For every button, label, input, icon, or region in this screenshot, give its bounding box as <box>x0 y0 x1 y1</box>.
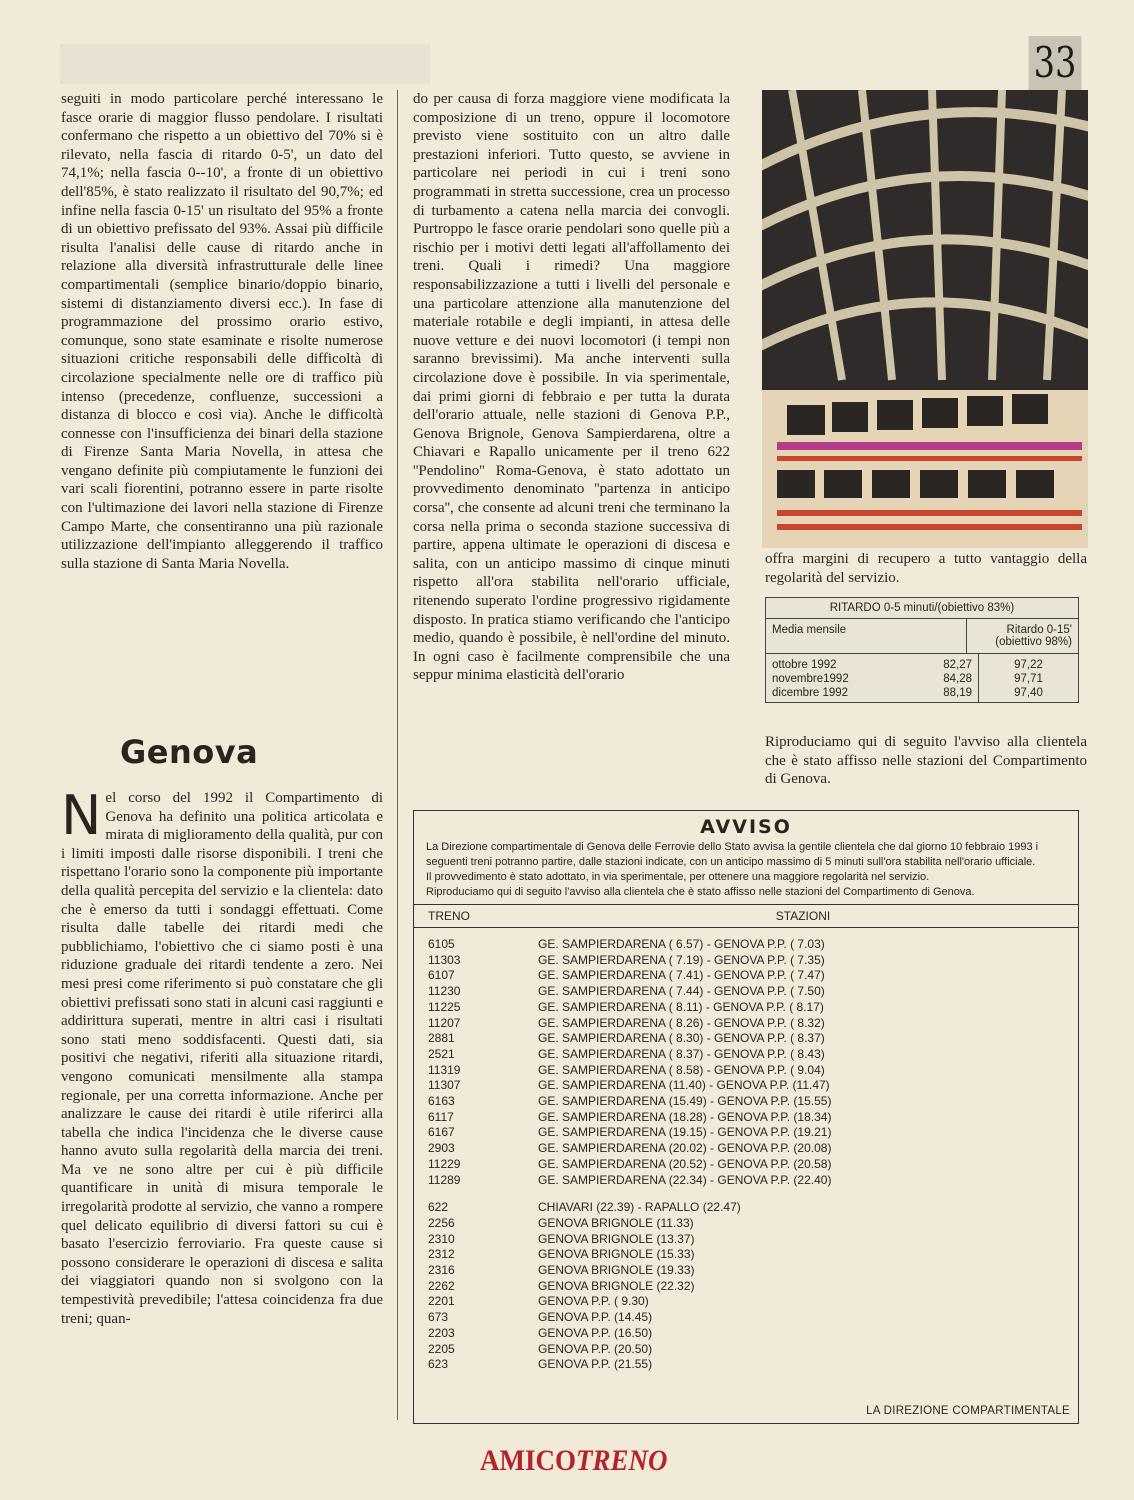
table-row <box>414 1157 1078 1173</box>
page-number: 33 <box>1029 36 1082 90</box>
stations: GE. SAMPIERDARENA (19.15) - GENOVA P.P. (19.21) <box>538 1125 832 1140</box>
table-row <box>414 1263 1078 1279</box>
train-number: 6117 <box>428 1109 454 1124</box>
train-number: 11225 <box>428 999 461 1014</box>
logo-part: AMICO <box>480 1444 576 1477</box>
train-number: 11303 <box>428 952 461 967</box>
table-row <box>414 1031 1078 1047</box>
table-row <box>414 1326 1078 1342</box>
station-roof-illustration <box>762 90 1088 548</box>
stations: GENOVA BRIGNOLE (19.33) <box>538 1263 695 1278</box>
avviso-paragraph: La Direzione compartimentale di Genova delle Ferrovie dello Stato avvisa la gentile clientela che dal giorno 10 febbraio 1993 i seguenti treni potranno partire, dalle stazioni indicate, con un anticipo massimo di 5 minuti sull'ora stabilita nell'orario ufficiale. <box>426 841 1039 868</box>
paragraph: seguiti in modo particolare perché interessano le fasce orarie di maggior flusso pendolare. I risultati confermano che rispetto a un obiettivo del 70% si è rilevato, nella fascia di ritardo 0-5', un dato del 74,1%; nella fascia 0--10', a fronte di un obiettivo dell'85%, è stato realizzato il risultato del 90,7%; ed infine nella fascia 0-15' un risultato del 95% a fronte di un obiettivo prefissato del 93%. Assai più difficile risulta l'analisi delle cause di ritardo anche in relazione alla diversità infrastrutturale delle linee compartimentali (semplice binario/doppio binario, sistemi di distanziamento diversi ecc.). In fase di programmazione del prossimo orario estivo, comunque, sono state esaminate e risolte numerose situazioni critiche responsabili delle difficoltà di circolazione specialmente nelle ore di traffico più intenso (precedenze, confluenze, successioni a distanza di blocco e così via). Anche le difficoltà connesse con l'insufficienza dei binari della stazione di Firenze Santa Maria Novella, in attesa che vengano definite più compiutamente le funzioni dei vari scali fiorentini, potranno essere in parte risolte con l'ultimazione dei lavori nella stazione di Firenze Campo Marte, che consentiranno una più razionale utilizzazione dell'impianto alleggerendo il traffico sulla stazione di Santa Maria Novella. <box>61 91 383 572</box>
column-3-text-2: Riproduciamo qui di seguito l'avviso alla clientela che è stato affisso nelle stazioni del Compartimento di Genova. <box>765 734 1087 788</box>
value: 88,19 <box>943 687 972 699</box>
avviso-group-1 <box>414 937 1078 1188</box>
avviso-group-2 <box>414 1200 1078 1373</box>
train-number: 11207 <box>428 1015 461 1030</box>
stations: GE. SAMPIERDARENA (20.52) - GENOVA P.P. (20.58) <box>538 1156 832 1171</box>
table-row <box>414 1000 1078 1016</box>
column-divider <box>397 90 398 1420</box>
drop-cap: N <box>61 784 102 847</box>
stations: GE. SAMPIERDARENA (22.34) - GENOVA P.P. (22.40) <box>538 1172 832 1187</box>
value: 97,22 <box>1014 659 1043 671</box>
table-row <box>414 1016 1078 1032</box>
table-row <box>414 1063 1078 1079</box>
stations: GENOVA P.P. (14.45) <box>538 1310 653 1325</box>
train-number: 2205 <box>428 1341 455 1356</box>
avviso-table-header <box>414 905 1078 928</box>
logo-part: TRENO <box>575 1444 668 1477</box>
train-number: 2903 <box>428 1141 455 1156</box>
table-row <box>772 658 972 672</box>
value: 97,71 <box>1014 673 1043 685</box>
signature: LA DIREZIONE COMPARTIMENTALE <box>866 1405 1070 1417</box>
train-number: 11289 <box>428 1172 461 1187</box>
train-number: 6105 <box>428 937 455 951</box>
table-row <box>772 672 972 686</box>
table-row <box>414 968 1078 984</box>
table-row <box>414 984 1078 1000</box>
stations: GENOVA BRIGNOLE (15.33) <box>538 1247 695 1262</box>
column-2 <box>413 90 730 685</box>
header-right: Ritardo 0-15' (obiettivo 98%) <box>995 624 1072 648</box>
table-row <box>414 1200 1078 1216</box>
column-3-text: offra margini di recupero a tutto vantaggio della regolarità del servizio. <box>765 551 1087 586</box>
stations: GENOVA P.P. (20.50) <box>538 1341 653 1356</box>
table-row <box>414 1110 1078 1126</box>
train-number: 11307 <box>428 1078 461 1093</box>
col-stazioni: STAZIONI <box>775 909 831 923</box>
table-row <box>414 953 1078 969</box>
stations: GE. SAMPIERDARENA ( 8.58) - GENOVA P.P. ( 9.04) <box>538 1062 825 1077</box>
paragraph: do per causa di forza maggiore viene modificata la composizione di un treno, oppure il locomotore previsto viene sostituito con un altro dalle prestazioni inferiori. Tutto questo, se avviene in particolare nei periodi in cui i treni sono programmati in stretta successione, crea un processo di turbamento a catena nella marcia dei convogli. Purtroppo le fasce orarie pendolari sono quelle più a rischio per i motivi detti legati all'affollamento dei treni. Quali i rimedi? Una maggiore responsabilizzazione a tutti i livelli del personale e una particolare attenzione alla manutenzione del materiale rotabile e degli impianti, in attesa delle nuove vetture e dei nuovi locomotori (i tempi non saranno brevissimi). Ma anche interventi sulla circolazione dove è possibile. In via sperimentale, dai primi giorni di febbraio e per tutta la durata dell'orario attuale, nelle stazioni di Genova P.P., Genova Brignole, Genova Sampierdarena, oltre a Chiavari e Rapallo unicamente per il treno 622 ''Pendolino'' Roma-Genova, è stato adottato un provvedimento denominato ''partenza in anticipo corsa'', che consente ad alcuni treni che terminano la corsa nella prima o seconda stazione successiva di partire, appena ultimate le operazioni di discesa e salita, con un anticipo massimo di cinque minuti rispetto all'ora stabilita nell'orario ufficiale, ritenendo superato l'ordine progressivo rigidamente disposto. In pratica stiamo verificando che l'anticipo medio, quando è possibile, è nell'ordine del minuto. In ogni caso è facilmente comprensibile che una seppur minima elasticità dell'orario <box>413 91 730 684</box>
train-number: 2256 <box>428 1215 455 1230</box>
table-row <box>414 1279 1078 1295</box>
train-number: 6163 <box>428 1094 455 1109</box>
delay-table-header <box>766 619 1078 654</box>
train-number: 2201 <box>428 1294 455 1309</box>
header-band <box>60 44 430 84</box>
train-number: 6107 <box>428 968 455 983</box>
avviso-title: AVVISO <box>700 816 792 838</box>
table-row <box>414 1342 1078 1358</box>
train-number: 11230 <box>428 984 461 999</box>
value: 82,27 <box>943 659 972 671</box>
stations: GENOVA P.P. (16.50) <box>538 1325 653 1340</box>
table-row <box>772 686 972 700</box>
stations: GE. SAMPIERDARENA ( 8.30) - GENOVA P.P. ( 8.37) <box>538 1031 825 1046</box>
stations: GE. SAMPIERDARENA ( 8.37) - GENOVA P.P. ( 8.43) <box>538 1046 825 1061</box>
avviso-paragraph: Il provvedimento è stato adottato, in via sperimentale, per ottenere una maggiore regolarità nel servizio. <box>426 871 930 883</box>
month: dicembre 1992 <box>772 687 849 699</box>
train-number: 2312 <box>428 1247 455 1262</box>
col-treno: TRENO <box>428 909 470 923</box>
train-number: 2262 <box>428 1278 455 1293</box>
table-row <box>414 1247 1078 1263</box>
stations: GE. SAMPIERDARENA ( 7.44) - GENOVA P.P. ( 7.50) <box>538 984 825 999</box>
stations: GE. SAMPIERDARENA (18.28) - GENOVA P.P. (18.34) <box>538 1109 832 1124</box>
stations: GE. SAMPIERDARENA ( 6.57) - GENOVA P.P. ( 7.03) <box>538 937 825 951</box>
magazine-logo <box>480 1444 668 1478</box>
avviso-intro <box>426 840 1066 900</box>
delay-table-body <box>766 654 1078 702</box>
value: 84,28 <box>943 673 972 685</box>
month: ottobre 1992 <box>772 659 837 671</box>
stations: GE. SAMPIERDARENA ( 8.26) - GENOVA P.P. ( 8.32) <box>538 1015 825 1030</box>
stations: CHIAVARI (22.39) - RAPALLO (22.47) <box>538 1200 741 1215</box>
train-number: 622 <box>428 1200 449 1215</box>
train-number: 623 <box>428 1357 449 1372</box>
section-title: Genova <box>120 733 259 771</box>
value: 97,40 <box>1014 687 1043 699</box>
stations: GENOVA BRIGNOLE (11.33) <box>538 1215 694 1230</box>
table-row <box>414 1232 1078 1248</box>
table-row <box>414 1078 1078 1094</box>
table-row <box>414 1294 1078 1310</box>
table-row <box>414 1141 1078 1157</box>
train-number: 2521 <box>428 1046 455 1061</box>
table-row <box>414 937 1078 953</box>
stations: GE. SAMPIERDARENA (15.49) - GENOVA P.P. (15.55) <box>538 1094 832 1109</box>
header-left: Media mensile <box>766 619 967 653</box>
table-row <box>414 1310 1078 1326</box>
stations: GENOVA P.P. ( 9.30) <box>538 1294 649 1309</box>
table-row <box>414 1094 1078 1110</box>
train-number: 2203 <box>428 1325 455 1340</box>
delay-table <box>765 597 1079 703</box>
paragraph: el corso del 1992 il Compartimento di Genova ha definito una politica articolata e mirata di miglioramento della qualità, pur con i limiti imposti dalle risorse disponibili. I treni che rispettano l'orario sono la componente più importante della qualità percepita del servizio e la clientela: dato che è emerso da tutti i sondaggi effettuati. Come risulta dalle tabelle dei ritardi medi che pubblichiamo, l'obiettivo che ci siamo posti è una riduzione graduale dei ritardi tendente a zero. Nei mesi presi come riferimento si può constatare che gli obiettivi prefissati sono stati in alcuni casi raggiunti e addirittura superati, mentre in altri casi i risultati sono stati meno soddisfacenti. Questi dati, sia positivi che negativi, riferiti alla situazione ritardi, vengono comunicati mensilmente alla stampa regionale, per una corretta informazione. Anche per analizzare le cause dei ritardi è utile riferirci alla tabella che indica l'incidenza che le diverse cause hanno avuto sulla regolarità della marcia dei treni. Ma ve ne sono altre per cui è più difficile quantificare in unità di misura temporale le irregolarità prodotte al servizio, che vanno a rompere quel delicato equilibrio di diversi fattori su cui è basato l'esercizio ferroviario. Fra queste cause si possono considerare le operazioni di discesa e salita dei viaggiatori quando non si svolgono con la tempestività prevedibile; l'attesa coincidenza fra due treni; quan- <box>61 790 383 1327</box>
stations: GENOVA BRIGNOLE (22.32) <box>538 1278 695 1293</box>
delay-table-title: RITARDO 0-5 minuti/(obiettivo 83%) <box>766 598 1078 619</box>
table-row <box>414 1173 1078 1189</box>
column-1-genova <box>61 784 383 1328</box>
table-row <box>414 1357 1078 1373</box>
train-number: 11229 <box>428 1156 461 1171</box>
avviso-paragraph: Riproduciamo qui di seguito l'avviso alla clientela che è stato affisso nelle stazioni del Compartimento di Genova. <box>426 886 975 898</box>
stations: GENOVA P.P. (21.55) <box>538 1357 653 1372</box>
train-number: 6167 <box>428 1125 455 1140</box>
stations: GENOVA BRIGNOLE (13.37) <box>538 1231 695 1246</box>
stations: GE. SAMPIERDARENA ( 7.41) - GENOVA P.P. ( 7.47) <box>538 968 825 983</box>
column-1-top <box>61 90 383 573</box>
train-number: 2881 <box>428 1031 455 1046</box>
train-number: 11319 <box>428 1062 461 1077</box>
stations: GE. SAMPIERDARENA ( 7.19) - GENOVA P.P. ( 7.35) <box>538 952 825 967</box>
table-row <box>414 1047 1078 1063</box>
stations: GE. SAMPIERDARENA ( 8.11) - GENOVA P.P. ( 8.17) <box>538 999 824 1014</box>
table-row <box>414 1125 1078 1141</box>
stations: GE. SAMPIERDARENA (20.02) - GENOVA P.P. (20.08) <box>538 1141 832 1156</box>
month: novembre1992 <box>772 673 849 685</box>
train-number: 2310 <box>428 1231 455 1246</box>
train-number: 2316 <box>428 1263 455 1278</box>
train-number: 673 <box>428 1310 449 1325</box>
avviso-box <box>413 810 1079 1424</box>
table-row <box>414 1216 1078 1232</box>
stations: GE. SAMPIERDARENA (11.40) - GENOVA P.P. (11.47) <box>538 1078 830 1093</box>
